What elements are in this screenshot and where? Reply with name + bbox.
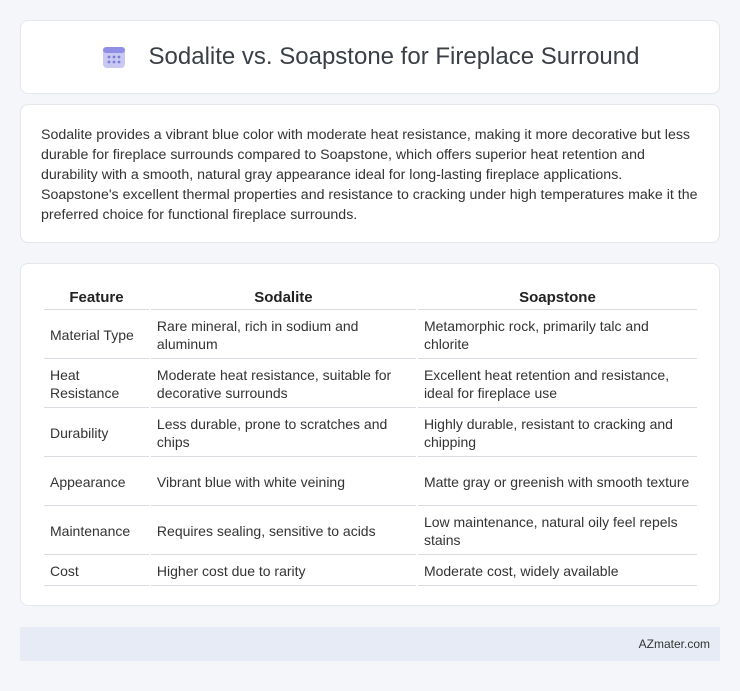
soapstone-cell: Moderate cost, widely available [418,557,697,586]
sodalite-cell: Vibrant blue with white veining [151,459,416,506]
soapstone-cell: Low maintenance, natural oily feel repels stains [418,508,697,555]
soapstone-cell: Excellent heat retention and resistance, ideal for fireplace use [418,361,697,408]
footer [20,627,720,661]
feature-cell: Cost [44,557,149,586]
table-row [44,410,697,457]
soapstone-cell: Metamorphic rock, primarily talc and chlorite [418,312,697,359]
feature-cell: Maintenance [44,508,149,555]
column-header: Sodalite [151,286,416,310]
column-header: Feature [44,286,149,310]
soapstone-cell: Highly durable, resistant to cracking and chipping [418,410,697,457]
summary-card [20,104,720,243]
feature-cell: Durability [44,410,149,457]
sodalite-cell: Moderate heat resistance, suitable for decorative surrounds [151,361,416,408]
table-row [44,459,697,506]
soapstone-cell: Matte gray or greenish with smooth texture [418,459,697,506]
sodalite-cell: Rare mineral, rich in sodium and aluminum [151,312,416,359]
comparison-card [20,263,720,606]
feature-cell: Material Type [44,312,149,359]
sodalite-cell: Higher cost due to rarity [151,557,416,586]
table-header-row [44,286,697,310]
footer-brand: AZmater.com [638,637,710,651]
table-row [44,312,697,359]
feature-cell: Appearance [44,459,149,506]
calendar-icon [101,44,127,70]
summary-text: Sodalite provides a vibrant blue color with moderate heat resistance, making it more decorative but less durable for fireplace surrounds compared to Soapstone, which offers superior heat retention and durability with a smooth, natural gray appearance ideal for long-lasting fireplace applications. Soapstone's excellent thermal properties and resistance to cracking under high temperatures make it the preferred choice for functional fireplace surrounds. [41,127,698,223]
sodalite-cell: Requires sealing, sensitive to acids [151,508,416,555]
table-row [44,508,697,555]
title-card [20,20,720,94]
page-title: Sodalite vs. Soapstone for Fireplace Surround [148,43,640,70]
comparison-table [42,284,699,588]
column-header: Soapstone [418,286,697,310]
table-row [44,361,697,408]
table-row [44,557,697,586]
sodalite-cell: Less durable, prone to scratches and chips [151,410,416,457]
feature-cell: Heat Resistance [44,361,149,408]
